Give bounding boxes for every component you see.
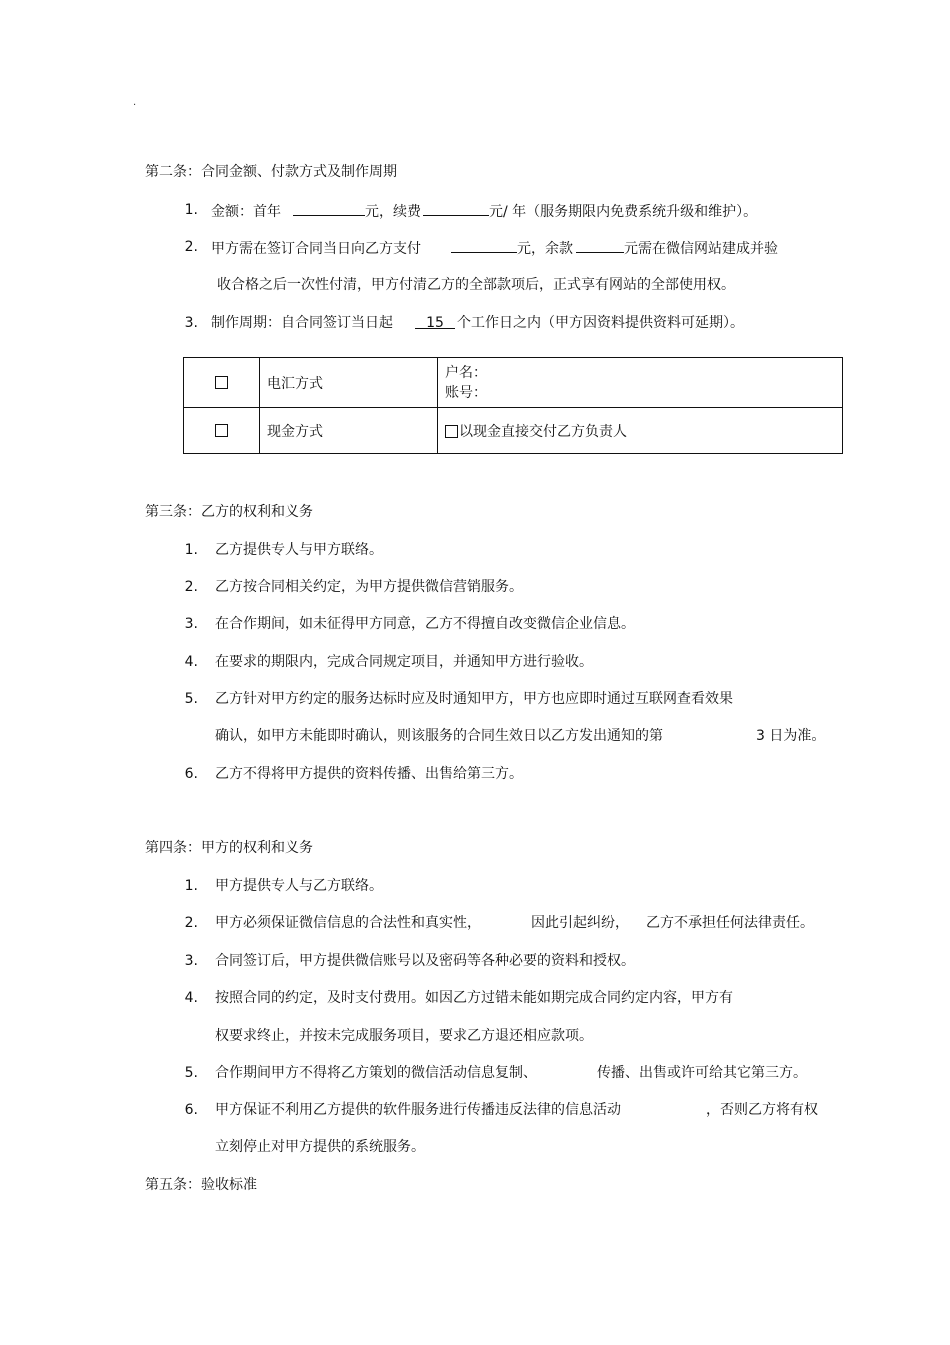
payment-line-cont: 收合格之后一次性付清，甲方付清乙方的全部款项后，正式享有网站的全部使用权。 xyxy=(217,277,735,293)
payment-method-table xyxy=(183,357,843,454)
s4-item-4-cont: 权要求终止，并按未完成服务项目，要求乙方退还相应款项。 xyxy=(215,1028,593,1044)
item-number: 6. xyxy=(184,1102,198,1118)
s4-item-2-c: 乙方不承担任何法律责任。 xyxy=(646,915,814,931)
s4-item-6-cont: 立刻停止对甲方提供的系统服务。 xyxy=(215,1139,425,1155)
s3-item-4: 在要求的期限内，完成合同规定项目，并通知甲方进行验收。 xyxy=(215,654,593,670)
payment-text-b: 元，余款 xyxy=(517,241,573,257)
payment-line xyxy=(211,238,778,258)
account-number-label: 账号： xyxy=(445,384,487,401)
period-text-a: 制作周期：自合同签订当日起 xyxy=(211,315,393,331)
days-value: 15 xyxy=(415,314,455,329)
amount-first-year-label: 金额：首年 xyxy=(211,204,281,220)
payment-text-c: 元需在微信网站建成并验 xyxy=(624,241,778,257)
s3-item-3: 在合作期间，如未征得甲方同意，乙方不得擅自改变微信企业信息。 xyxy=(215,616,635,632)
cash-checkbox-cell xyxy=(184,408,260,454)
period-text-b: 个工作日之内（甲方因资料提供资料可延期）。 xyxy=(457,315,744,331)
item-number: 2. xyxy=(184,915,198,931)
cash-details xyxy=(438,408,843,454)
corner-mark: · xyxy=(133,100,137,111)
s3-item-2: 乙方按合同相关约定，为甲方提供微信营销服务。 xyxy=(215,579,523,595)
account-name-label: 户名： xyxy=(445,364,487,381)
renewal-label: 元，续费 xyxy=(365,204,421,220)
item-number: 6. xyxy=(184,766,198,782)
wire-method-label: 电汇方式 xyxy=(260,358,438,408)
section-3-title: 第三条：乙方的权利和义务 xyxy=(145,504,313,520)
s4-item-2-b: 因此引起纠纷， xyxy=(531,915,629,931)
item-number: 1. xyxy=(184,878,198,894)
s4-item-6-b: ，否则乙方将有权 xyxy=(706,1102,818,1118)
s4-item-1: 甲方提供专人与乙方联络。 xyxy=(215,878,383,894)
cash-method-label: 现金方式 xyxy=(260,408,438,454)
cash-detail-text: 以现金直接交付乙方负责人 xyxy=(459,423,627,440)
s3-item-5-cont-a: 确认，如甲方未能即时确认，则该服务的合同生效日以乙方发出通知的第 xyxy=(215,728,663,744)
item-number: 3. xyxy=(184,616,198,632)
s4-item-3: 合同签订后，甲方提供微信账号以及密码等各种必要的资料和授权。 xyxy=(215,953,635,969)
item-number: 1. xyxy=(184,202,198,218)
item-number: 2. xyxy=(184,239,198,255)
cash-checkbox[interactable] xyxy=(215,424,228,437)
item-number: 3. xyxy=(184,315,198,331)
item-number: 2. xyxy=(184,579,198,595)
section-2-title: 第二条：合同金额、付款方式及制作周期 xyxy=(145,164,397,180)
wire-details xyxy=(438,358,843,408)
balance-amount-blank xyxy=(576,238,624,253)
section-5-title: 第五条：验收标准 xyxy=(145,1177,257,1193)
s4-item-4: 按照合同的约定，及时支付费用。如因乙方过错未能如期完成合同约定内容，甲方有 xyxy=(215,990,733,1006)
item-number: 3. xyxy=(184,953,198,969)
s4-item-5-b: 传播、出售或许可给其它第三方。 xyxy=(597,1065,807,1081)
s4-item-5-a: 合作期间甲方不得将乙方策划的微信活动信息复制、 xyxy=(215,1065,537,1081)
s3-item-1: 乙方提供专人与甲方联络。 xyxy=(215,542,383,558)
deposit-amount-blank xyxy=(451,238,517,253)
wire-checkbox[interactable] xyxy=(215,376,228,389)
amount-line xyxy=(211,201,757,221)
item-number: 4. xyxy=(184,654,198,670)
s4-item-2-a: 甲方必须保证微信信息的合法性和真实性， xyxy=(215,915,481,931)
section-4-title: 第四条：甲方的权利和义务 xyxy=(145,840,313,856)
wire-checkbox-cell xyxy=(184,358,260,408)
cash-direct-checkbox[interactable] xyxy=(445,425,458,438)
renewal-amount-blank xyxy=(423,201,489,216)
s4-item-6-a: 甲方保证不利用乙方提供的软件服务进行传播违反法律的信息活动 xyxy=(215,1102,621,1118)
item-number: 4. xyxy=(184,990,198,1006)
period-line xyxy=(211,314,744,332)
s3-item-6: 乙方不得将甲方提供的资料传播、出售给第三方。 xyxy=(215,766,523,782)
item-number: 5. xyxy=(184,1065,198,1081)
s3-item-5-cont-b: 3 日为准。 xyxy=(756,728,826,744)
first-year-amount-blank xyxy=(293,201,365,216)
item-number: 5. xyxy=(184,691,198,707)
s3-item-5: 乙方针对甲方约定的服务达标时应及时通知甲方，甲方也应即时通过互联网查看效果 xyxy=(215,691,733,707)
payment-text-a: 甲方需在签订合同当日向乙方支付 xyxy=(211,241,421,257)
item-number: 1. xyxy=(184,542,198,558)
amount-tail: 元/ 年（服务期限内免费系统升级和维护）。 xyxy=(489,204,758,220)
